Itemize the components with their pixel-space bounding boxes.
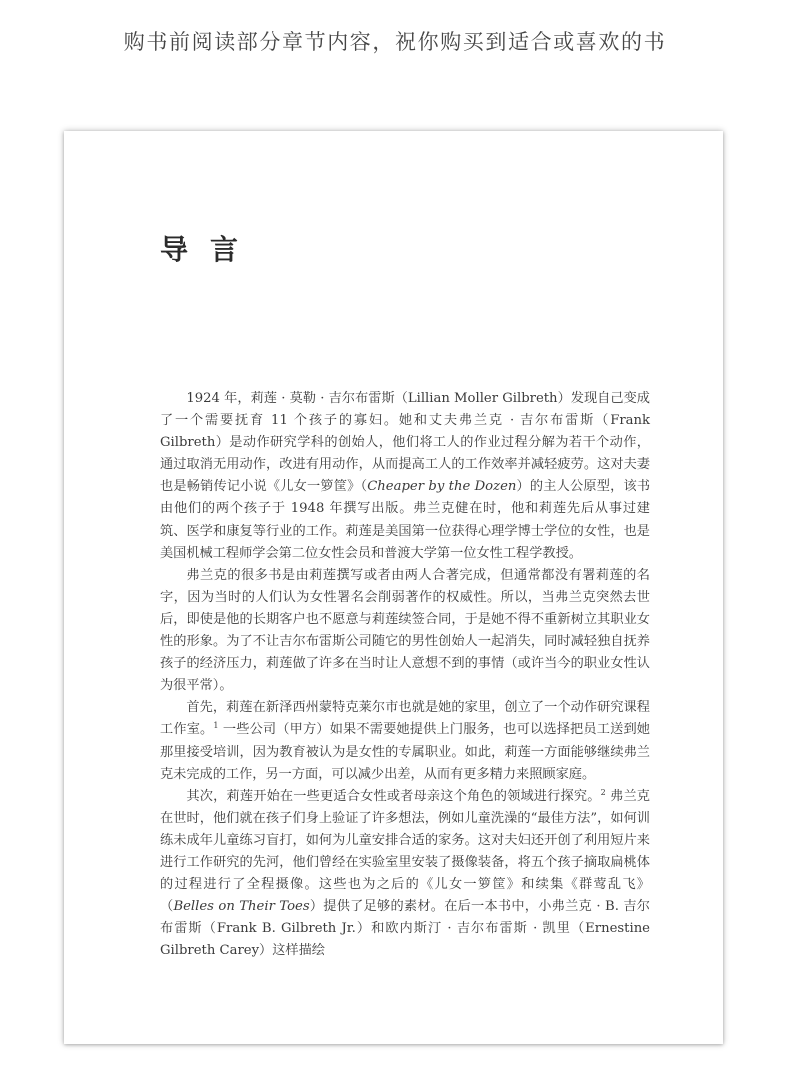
text-span: ）提供了足够的素材。在后一本书中，小弗兰克 · B. 吉尔布雷斯（Frank B. Gilbreth Jr.）和欧内斯汀 · 吉尔布雷斯 · 凯里（Ernestine Gilbreth Carey）这样描绘: [160, 899, 650, 959]
book-page: [64, 131, 723, 1044]
banner-text: 购书前阅读部分章节内容，祝你购买到适合或喜欢的书: [123, 30, 667, 54]
chapter-title: 导言: [160, 233, 261, 266]
text-span: 弗兰克的很多书是由莉莲撰写或者由两人合著完成，但通常都没有署莉莲的名字，因为当时的人们认为女性署名会削弱著作的权威性。所以，当弗兰克突然去世后，即使是他的长期客户也不愿意与莉莲续签合同，于是她不得不重新树立其职业女性的形象。为了不让吉尔布雷斯公司随它的男性创始人一起消失，同时减轻独自抚养孩子的经济压力，莉莲做了许多在当时让人意想不到的事情（或许当今的职业女性认为很平常）。: [160, 567, 650, 694]
paragraph: [160, 697, 650, 785]
text-span: 首先，莉莲在新泽西州蒙特克莱尔市也就是她的家里，创立了一个动作研究课程工作室。: [160, 700, 650, 738]
text-span: 1924 年，莉莲 · 莫勒 · 吉尔布雷斯（Lillian Moller Gilbreth）发现自己变成了一个需要抚育 11 个孩子的寡妇。她和丈夫弗兰克 · 吉尔布雷斯（Frank Gilbreth）是动作研究学科的创始人，他们将工人的作业过程分解为若干个动作，通过取消无用动作，改进有用动作，从而提高工人的工作效率并减轻疲劳。这对夫妻也是畅销传记小说《儿女一箩筐》（: [160, 391, 650, 495]
text-span: ）的主人公原型，该书由他们的两个孩子于 1948 年撰写出版。弗兰克健在时，他和莉莲先后从事过建筑、医学和康复等行业的工作。莉莲是美国第一位获得心理学博士学位的女性，也是美国机械工程师学会第二位女性会员和普渡大学第一位女性工程学教授。: [160, 479, 651, 561]
book-title-italic: Cheaper by the Dozen: [367, 479, 517, 495]
body-text: [160, 388, 650, 962]
footnote-marker: 2: [600, 787, 606, 797]
paragraph: [160, 565, 650, 698]
paragraph: [160, 786, 650, 963]
footnote-marker: 1: [213, 721, 219, 731]
top-banner: [0, 0, 790, 90]
paragraph: [160, 388, 650, 565]
book-title-italic: Belles on Their Toes: [173, 899, 310, 915]
text-span: 一些公司（甲方）如果不需要她提供上门服务，也可以选择把员工送到她那里接受培训，因为教育被认为是女性的专属职业。如此，莉莲一方面能够继续弗兰克未完成的工作，另一方面，可以减少出差，从而有更多精力来照顾家庭。: [160, 722, 650, 782]
text-span: 弗兰克在世时，他们就在孩子们身上验证了许多想法，例如儿童洗澡的“最佳方法”，如何训练未成年儿童练习盲打，如何为儿童安排合适的家务。这对夫妇还开创了利用短片来进行工作研究的先河，他们曾经在实验室里安装了摄像装备，将五个孩子摘取扁桃体的过程进行了全程摄像。这些也为之后的《儿女一箩筐》和续集《群莺乱飞》（: [160, 788, 650, 915]
text-span: 其次，莉莲开始在一些更适合女性或者母亲这个角色的领域进行探究。: [186, 788, 601, 804]
